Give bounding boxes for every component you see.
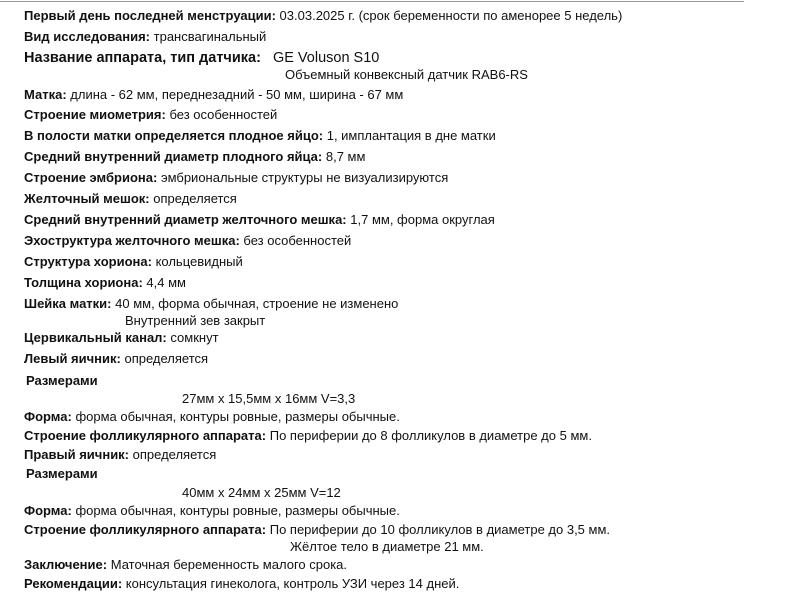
yolk-echo-value: без особенностей (243, 233, 352, 248)
lmp-label: Первый день последней менструации: (24, 8, 276, 23)
study-type-row (24, 29, 266, 45)
lmp-row (24, 8, 622, 24)
myometrium-value: без особенностей (169, 107, 278, 122)
left-follicles-value: По периферии до 8 фолликулов в диаметре до 5 мм. (269, 428, 592, 443)
cervix-label: Шейка матки: (24, 296, 112, 311)
chorion-structure-row (24, 254, 243, 270)
right-ovary-label: Правый яичник: (24, 447, 130, 462)
uterus-label: Матка: (24, 87, 67, 102)
left-shape-label: Форма: (24, 409, 72, 424)
left-ovary-value: определяется (124, 351, 209, 366)
top-divider (0, 1, 744, 2)
right-shape-value: форма обычная, контуры ровные, размеры обычные. (75, 503, 400, 518)
chorion-thickness-row (24, 275, 186, 291)
conclusion-row (24, 557, 347, 573)
myometrium-label: Строение миометрия: (24, 107, 166, 122)
left-ovary-label: Левый яичник: (24, 351, 121, 366)
left-shape-row (24, 409, 400, 425)
recommendations-value: консультация гинеколога, контроль УЗИ через 14 дней. (125, 576, 460, 591)
left-follicles-row (24, 428, 592, 444)
cervix-os: Внутренний зев закрыт (125, 313, 266, 328)
left-ovary-row (24, 351, 208, 367)
recommendations-row (24, 576, 459, 592)
left-sizes-value: 27мм x 15,5мм x 16мм V=3,3 (182, 391, 356, 406)
cervical-canal-value: сомкнут (170, 330, 219, 345)
device-probe: Объемный конвексный датчик RAB6-RS (285, 67, 528, 82)
yolk-sac-row (24, 191, 237, 207)
gest-sac-row (24, 128, 496, 144)
embryo-row (24, 170, 448, 186)
cervical-canal-row (24, 330, 219, 346)
right-follicles-label: Строение фолликулярного аппарата: (24, 522, 267, 537)
device-value: GE Voluson S10 (272, 50, 380, 66)
cervical-canal-label: Цервикальный канал: (24, 330, 167, 345)
yolk-echo-row (24, 233, 351, 249)
recommendations-label: Рекомендации: (24, 576, 123, 591)
yolk-sac-value: определяется (153, 191, 237, 206)
right-sizes-label: Размерами (26, 466, 98, 481)
left-sizes-row (26, 373, 98, 389)
embryo-value: эмбриональные структуры не визуализируются (160, 170, 449, 185)
yolk-diameter-label: Средний внутренний диаметр желточного мешка: (24, 212, 347, 227)
yolk-diameter-value: 1,7 мм, форма округлая (350, 212, 495, 227)
right-ovary-value: определяется (132, 447, 217, 462)
right-shape-row (24, 503, 400, 519)
gest-sac-value: 1, имплантация в дне матки (326, 128, 496, 143)
myometrium-row (24, 107, 277, 123)
right-follicles-row (24, 522, 610, 538)
left-follicles-label: Строение фолликулярного аппарата: (24, 428, 267, 443)
lmp-value: 03.03.2025 г. (срок беременности по аменорее 5 недель) (279, 8, 623, 23)
corpus-luteum: Жёлтое тело в диаметре 21 мм. (290, 539, 484, 554)
study-type-label: Вид исследования: (24, 29, 151, 44)
left-shape-value: форма обычная, контуры ровные, размеры обычные. (75, 409, 400, 424)
chorion-structure-value: кольцевидный (155, 254, 243, 269)
yolk-sac-label: Желточный мешок: (24, 191, 150, 206)
left-sizes-label: Размерами (26, 373, 98, 388)
chorion-thickness-label: Толщина хориона: (24, 275, 143, 290)
device-label: Название аппарата, тип датчика: (24, 50, 261, 66)
study-type-value: трансвагинальный (153, 29, 267, 44)
right-sizes-row (26, 466, 98, 482)
uterus-value: длина - 62 мм, переднезадний - 50 мм, ширина - 67 мм (70, 87, 404, 102)
uterus-row (24, 87, 403, 103)
device-row (24, 49, 379, 67)
sac-diameter-label: Средний внутренний диаметр плодного яйца: (24, 149, 323, 164)
gest-sac-label: В полости матки определяется плодное яйцо: (24, 128, 324, 143)
right-follicles-value: По периферии до 10 фолликулов в диаметре до 3,5 мм. (269, 522, 611, 537)
right-sizes-value: 40мм x 24мм x 25мм V=12 (182, 485, 341, 500)
cervix-value: 40 мм, форма обычная, строение не изменено (115, 296, 399, 311)
conclusion-label: Заключение: (24, 557, 108, 572)
conclusion-value: Маточная беременность малого срока. (110, 557, 348, 572)
embryo-label: Строение эмбриона: (24, 170, 158, 185)
yolk-diameter-row (24, 212, 495, 228)
chorion-structure-label: Структура хориона: (24, 254, 152, 269)
right-ovary-row (24, 447, 216, 463)
cervix-row (24, 296, 398, 312)
right-shape-label: Форма: (24, 503, 72, 518)
sac-diameter-value: 8,7 мм (325, 149, 366, 164)
chorion-thickness-value: 4,4 мм (146, 275, 186, 290)
yolk-echo-label: Эхоструктура желточного мешка: (24, 233, 240, 248)
sac-diameter-row (24, 149, 365, 165)
